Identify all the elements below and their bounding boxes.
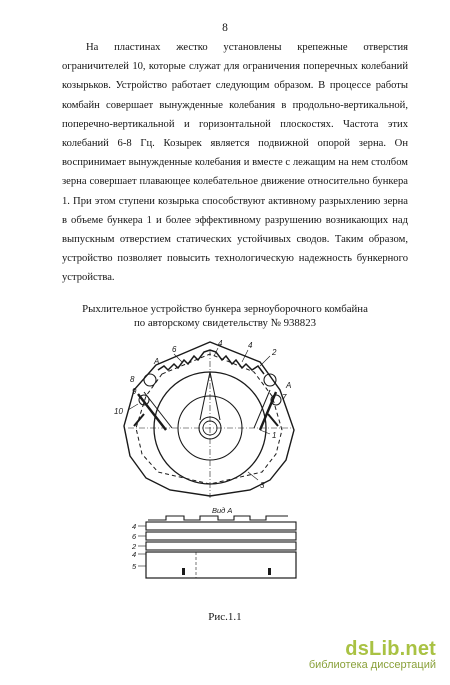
watermark-brand-domain: .net: [399, 638, 436, 660]
label-view-5: 5: [132, 562, 137, 571]
figure-title-line-2: по авторскому свидетельству № 938823: [134, 317, 316, 329]
label-view-a: Вид А: [212, 506, 233, 515]
label-10: 10: [114, 407, 123, 416]
view-a-slot-left: [182, 568, 185, 575]
site-watermark: [309, 638, 436, 671]
body-paragraph: На пластинах жестко установлены крепежные отверстия ограничителей 10, которые служат для ограничения поперечных колебаний козырьков. Устройство работает следующим образом. В процессе работы комбайн совершает вынужденные колебания в продольно-вертикальной, поперечно-вертикальной и горизонтальной плоскостях. Частота этих колебаний 6-8 Гц. Козырек является подвижной опорой зерна. Он воспринимает вынужденные колебания и вместе с лежащим на нем столбом зерна совершает плавающее колебательное движение относительно бункера 1. При этом ступени козырька способствуют активному разрыхлению зерна в объеме бункера 1 и более эффективному разрушению возникающих над выпускным отверстием статических устойчивых сводов. Таким образом, устройство позволяет повысить технологическую надежность бункерного устройства.: [62, 42, 408, 284]
leader-4b: [242, 350, 248, 362]
leader-2: [260, 356, 270, 366]
page-number: 8: [222, 22, 228, 34]
label-4-top: 4: [218, 339, 223, 348]
roller-left-upper: [144, 374, 156, 386]
view-a-top-steps: [148, 516, 288, 520]
label-view-4: 4: [132, 522, 137, 531]
label-6: 6: [172, 345, 177, 354]
label-8: 8: [130, 375, 135, 384]
view-a-plate-3: [146, 542, 296, 550]
figure-caption: Рис.1.1: [208, 611, 242, 623]
label-3: 3: [260, 481, 265, 490]
right-limiter: [268, 414, 278, 426]
label-view-2: 2: [132, 542, 137, 551]
label-9: 9: [132, 387, 137, 396]
label-section-a: А: [154, 357, 160, 366]
leader-1: [260, 430, 270, 434]
watermark-brand: [309, 638, 436, 661]
view-a-slot-right: [268, 568, 271, 575]
label-1: 1: [272, 431, 277, 440]
front-view: [124, 342, 294, 498]
watermark-brand-main: dsLib: [345, 638, 400, 660]
label-view-6: 6: [132, 532, 137, 541]
technical-drawing: [100, 330, 310, 610]
view-a-plate-2: [146, 532, 296, 540]
figure-title-line-1: Рыхлительное устройство бункера зерноуборочного комбайна: [82, 303, 368, 315]
label-2: 2: [272, 348, 277, 357]
right-chute-a: [260, 392, 276, 430]
hopper-outline: [124, 342, 294, 496]
label-4-right: 4: [248, 341, 253, 350]
view-a-wall: [146, 552, 296, 578]
figure-title: [40, 302, 410, 330]
view-a-plate-1: [146, 522, 296, 530]
view-a: [138, 516, 296, 578]
left-limiter: [134, 414, 144, 426]
label-view-4b: 4: [132, 550, 137, 559]
label-7: 7: [282, 393, 287, 402]
watermark-subtitle: библиотека диссертаций: [308, 659, 436, 671]
label-section-a-right: А: [286, 381, 292, 390]
